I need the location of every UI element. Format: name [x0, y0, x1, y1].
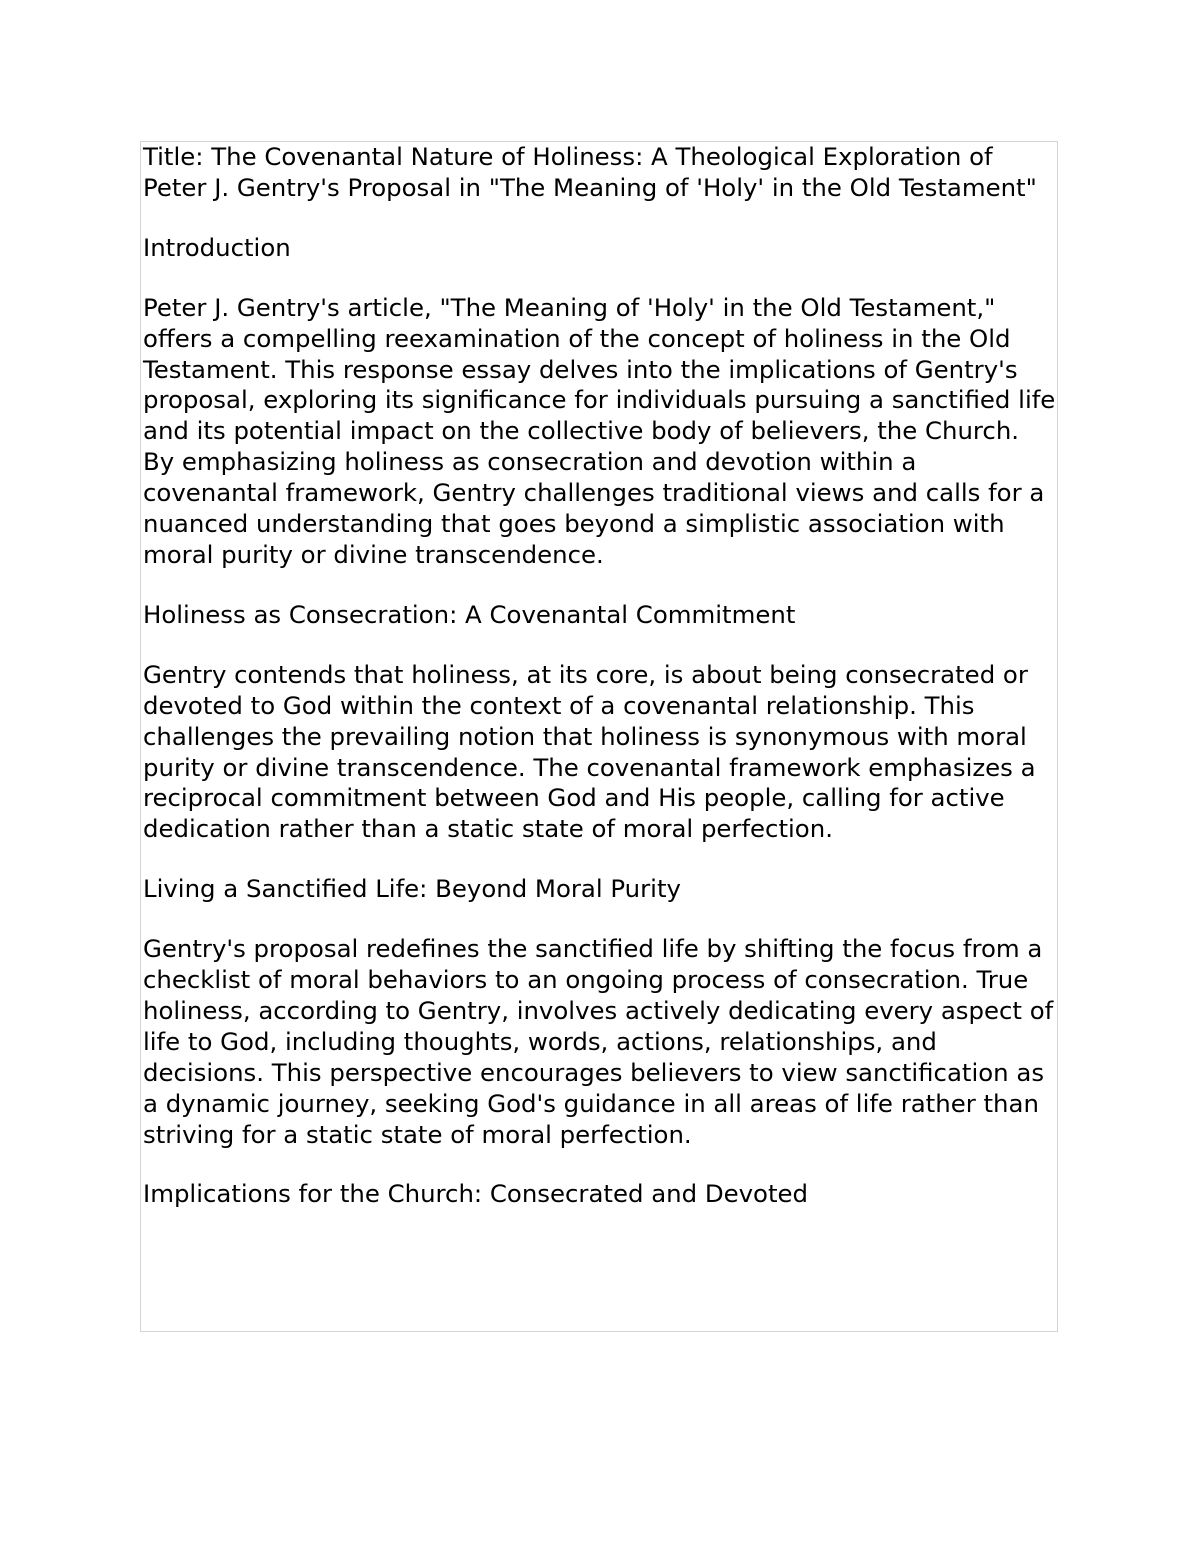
section-heading-consecration: Holiness as Consecration: A Covenantal Commitment	[143, 599, 796, 629]
paragraph-gap	[143, 204, 1057, 233]
paragraph-gap	[143, 845, 1057, 874]
section-body-sanctified-life: Gentry's proposal redefines the sanctified life by shifting the focus from a checklist of moral behaviors to an ongoing process of consecration. True holiness, according to Gentry, involves actively dedicating every aspect of life to God, including thoughts, words, actions, relationships, and decisions. This perspective encourages believers to view sanctification as a dynamic journey, seeking God's guidance in all areas of life rather than striving for a static state of moral perfection.	[143, 934, 1062, 1149]
document-text-box	[140, 141, 1064, 1332]
paragraph-gap	[143, 1150, 1057, 1179]
paragraph-gap	[143, 905, 1057, 934]
section-body-consecration: Gentry contends that holiness, at its core, is about being consecrated or devoted to God within the context of a covenantal relationship. This challenges the prevailing notion that holiness is synonymous with moral purity or divine transcendence. The covenantal framework emphasizes a reciprocal commitment between God and His people, calling for active dedication rather than a static state of moral perfection.	[143, 659, 1044, 844]
section-heading-introduction: Introduction	[143, 232, 291, 262]
document-title: Title: The Covenantal Nature of Holiness: A Theological Exploration of Peter J. Gentry's Proposal in "The Meaning of 'Holy' in the Old Testament"	[143, 142, 1037, 202]
paragraph-gap	[143, 264, 1057, 293]
section-heading-sanctified-life: Living a Sanctified Life: Beyond Moral Purity	[143, 874, 681, 904]
section-heading-church: Implications for the Church: Consecrated and Devoted	[143, 1179, 809, 1209]
paragraph-gap	[143, 631, 1057, 660]
paragraph-gap	[143, 571, 1057, 600]
section-body-introduction: Peter J. Gentry's article, "The Meaning of 'Holy' in the Old Testament," offers a compelling reexamination of the concept of holiness in the Old Testament. This response essay delves into the implications of Gentry's proposal, exploring its significance for individuals pursuing a sanctified life and its potential impact on the collective body of believers, the Church. By emphasizing holiness as consecration and devotion within a covenantal framework, Gentry challenges traditional views and calls for a nuanced understanding that goes beyond a simplistic association with moral purity or divine transcendence.	[143, 292, 1064, 569]
